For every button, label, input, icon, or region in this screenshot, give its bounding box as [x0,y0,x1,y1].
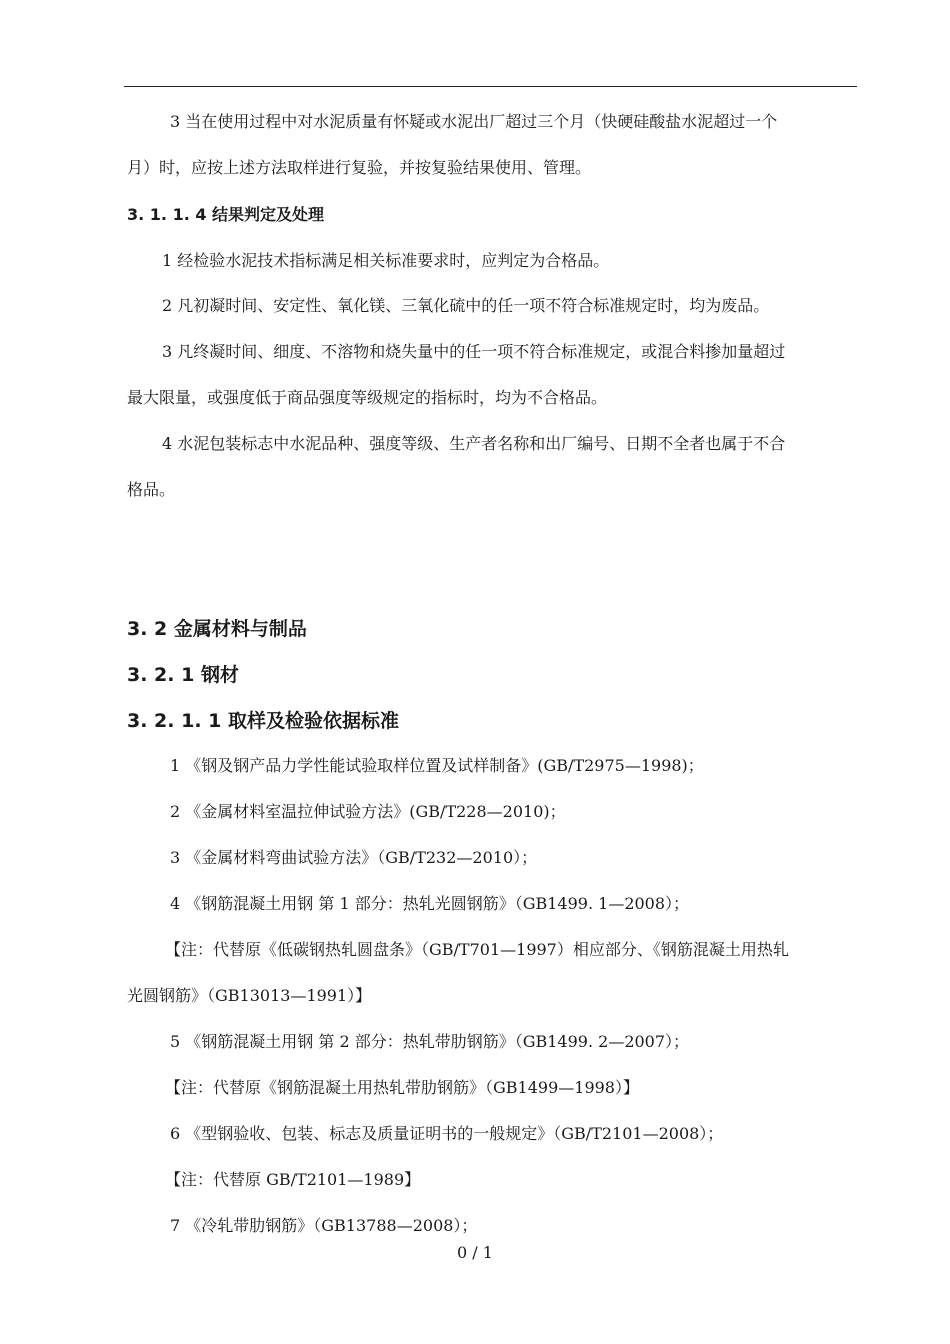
page-number: 0 / 1 [457,1243,493,1262]
paragraph-line: 2 凡初凝时间、安定性、氧化镁、三氧化硫中的任一项不符合标准规定时，均为废品。 [162,296,770,315]
paragraph-line: 1 经检验水泥技术指标满足相关标准要求时，应判定为合格品。 [162,251,610,270]
standard-item: 7 《冷轧带肋钢筋》（GB13788—2008）； [170,1216,478,1235]
standard-note: 光圆钢筋》（GB13013—1991）】 [127,986,372,1005]
paragraph-line: 3 凡终凝时间、细度、不溶物和烧失量中的任一项不符合标准规定，或混合料掺加量超过 [162,342,786,361]
section-heading-321: 3. 2. 1 钢材 [127,664,239,686]
standard-item: 2 《金属材料室温拉伸试验方法》(GB/T228—2010)； [170,802,566,821]
standard-item: 3 《金属材料弯曲试验方法》（GB/T232—2010）； [170,848,538,867]
standard-item: 4 《钢筋混凝土用钢 第 1 部分：热轧光圆钢筋》（GB1499. 1—2008）； [170,894,690,913]
standard-item: 1 《钢及钢产品力学性能试验取样位置及试样制备》(GB/T2975—1998)； [170,756,704,775]
standard-note: 【注：代替原《钢筋混凝土用热轧带肋钢筋》（GB1499—1998）】 [165,1078,639,1097]
section-heading-3114: 3. 1. 1. 4 结果判定及处理 [127,205,325,224]
standard-note: 【注：代替原《低碳钢热轧圆盘条》（GB/T701—1997）相应部分、《钢筋混凝土用热轧 [165,940,789,959]
paragraph-line: 最大限量，或强度低于商品强度等级规定的指标时，均为不合格品。 [127,388,608,407]
header-rule [124,86,857,87]
paragraph-line: 月）时，应按上述方法取样进行复验，并按复验结果使用、管理。 [127,158,592,177]
standard-item: 6 《型钢验收、包装、标志及质量证明书的一般规定》（GB/T2101—2008）； [170,1124,724,1143]
standard-note: 【注：代替原 GB/T2101—1989】 [165,1170,421,1189]
paragraph-line: 格品。 [127,480,176,499]
paragraph-line: 3 当在使用过程中对水泥质量有怀疑或水泥出厂超过三个月（快硬硅酸盐水泥超过一个 [170,112,778,131]
section-heading-3211: 3. 2. 1. 1 取样及检验依据标准 [127,710,399,732]
section-heading-32: 3. 2 金属材料与制品 [127,618,307,640]
paragraph-line: 4 水泥包装标志中水泥品种、强度等级、生产者名称和出厂编号、日期不全者也属于不合 [162,434,786,453]
standard-item: 5 《钢筋混凝土用钢 第 2 部分：热轧带肋钢筋》（GB1499. 2—2007）； [170,1032,690,1051]
